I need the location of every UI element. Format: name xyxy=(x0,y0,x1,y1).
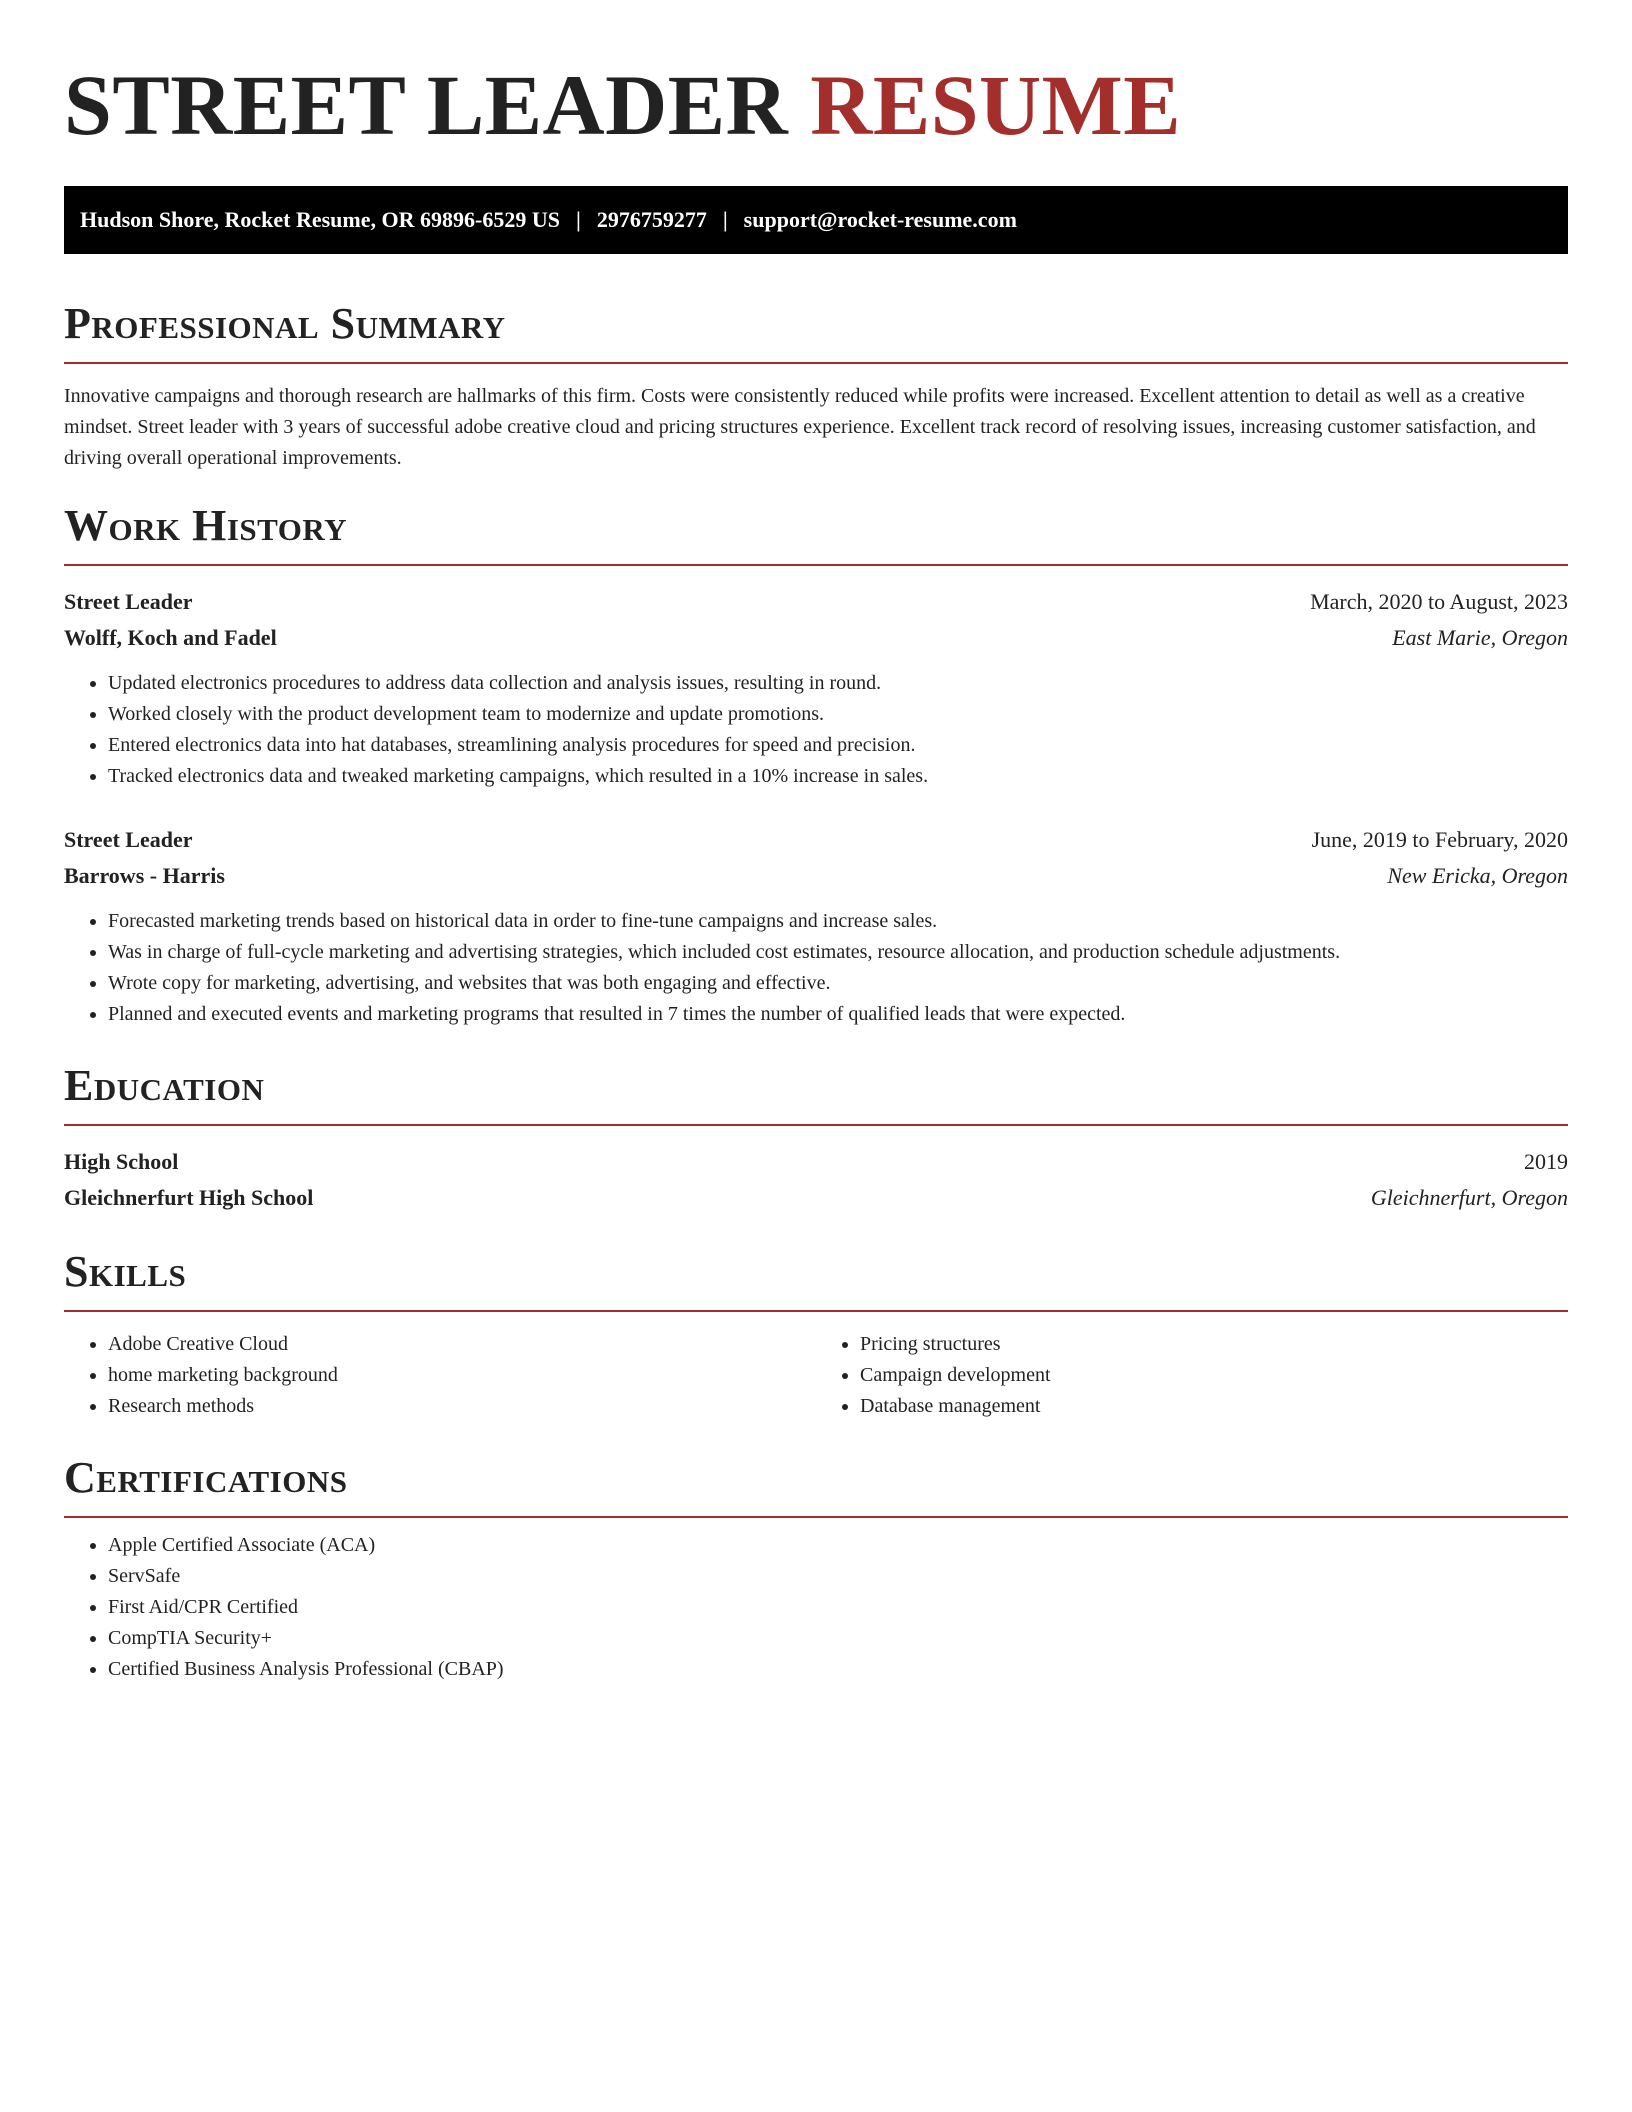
contact-bar xyxy=(64,186,1568,254)
certification-item: • Certified Business Analysis Professional (CBAP) xyxy=(108,1654,1568,1685)
skill-item: • Pricing structures xyxy=(860,1329,1568,1360)
skill-item: • Campaign development xyxy=(860,1360,1568,1391)
contact-phone: 2976759277 xyxy=(596,207,707,232)
certification-item: • Apple Certified Associate (ACA) xyxy=(108,1530,1568,1561)
contact-separator: | xyxy=(722,207,728,232)
title-main: STREET LEADER xyxy=(64,57,811,153)
certification-item: • First Aid/CPR Certified xyxy=(108,1592,1568,1623)
resume-title xyxy=(64,54,1568,156)
job-company-row xyxy=(64,858,1568,894)
job-dates: March, 2020 to August, 2023 xyxy=(1310,589,1568,614)
summary-heading: Professional Summary xyxy=(64,296,1568,364)
contact-separator: | xyxy=(575,207,581,232)
contact-email: support@rocket-resume.com xyxy=(743,207,1017,232)
summary-text: Innovative campaigns and thorough research are hallmarks of this firm. Costs were consistently reduced while profits were increased. Excellent attention to detail as well as a creative mindset. Street leader with 3 years of successful adobe creative cloud and pricing structures experience. Excellent track record of resolving issues, increasing customer satisfaction, and driving overall operational improvements. xyxy=(64,385,1536,469)
job-bullet: • Forecasted marketing trends based on historical data in order to fine-tune campaigns and increase sales. xyxy=(108,906,1568,937)
skills-list-left xyxy=(64,1329,816,1422)
job-bullet: • Wrote copy for marketing, advertising, and websites that was both engaging and effective. xyxy=(108,968,1568,999)
certification-item: • CompTIA Security+ xyxy=(108,1623,1568,1654)
skill-item: • Research methods xyxy=(108,1391,816,1422)
job-bullet: • Updated electronics procedures to address data collection and analysis issues, resulting in round. xyxy=(108,668,1568,699)
job-bullet: • Tracked electronics data and tweaked marketing campaigns, which resulted in a 10% increase in sales. xyxy=(108,761,1568,792)
job-company: Barrows - Harris xyxy=(64,863,225,888)
title-accent: RESUME xyxy=(810,57,1182,153)
job-bullet-list xyxy=(64,668,1568,792)
skills-grid xyxy=(64,1329,1568,1422)
skills-heading: Skills xyxy=(64,1244,1568,1312)
certifications-heading: Certifications xyxy=(64,1450,1568,1518)
job-entry xyxy=(64,822,1568,1030)
job-title-row xyxy=(64,822,1568,858)
job-location: New Ericka, Oregon xyxy=(1387,863,1568,888)
job-title: Street Leader xyxy=(64,827,193,852)
job-bullet: • Was in charge of full-cycle marketing and advertising strategies, which included cost estimates, resource allocation, and production schedule adjustments. xyxy=(108,937,1568,968)
job-bullet: • Worked closely with the product development team to modernize and update promotions. xyxy=(108,699,1568,730)
job-company-row xyxy=(64,620,1568,656)
job-bullet-list xyxy=(64,906,1568,1030)
education-year: 2019 xyxy=(1524,1149,1568,1174)
education-entry xyxy=(64,1144,1568,1216)
skill-item: • Database management xyxy=(860,1391,1568,1422)
skill-item: • home marketing background xyxy=(108,1360,816,1391)
contact-address: Hudson Shore, Rocket Resume, OR 69896-6529 US xyxy=(80,207,560,232)
job-title: Street Leader xyxy=(64,589,193,614)
work-history-heading: Work History xyxy=(64,498,1568,566)
education-location: Gleichnerfurt, Oregon xyxy=(1370,1185,1568,1210)
job-entry xyxy=(64,584,1568,792)
certifications-list xyxy=(64,1530,1568,1685)
job-title-row xyxy=(64,584,1568,620)
education-degree: High School xyxy=(64,1149,179,1174)
education-degree-row xyxy=(64,1144,1568,1180)
education-school: Gleichnerfurt High School xyxy=(64,1185,314,1210)
job-bullet: • Entered electronics data into hat databases, streamlining analysis procedures for speed and precision. xyxy=(108,730,1568,761)
job-bullet: • Planned and executed events and marketing programs that resulted in 7 times the number of qualified leads that were expected. xyxy=(108,999,1568,1030)
education-heading: Education xyxy=(64,1058,1568,1126)
job-company: Wolff, Koch and Fadel xyxy=(64,625,277,650)
job-location: East Marie, Oregon xyxy=(1392,625,1568,650)
certification-item: • ServSafe xyxy=(108,1561,1568,1592)
education-school-row xyxy=(64,1180,1568,1216)
skills-list-right xyxy=(816,1329,1568,1422)
job-dates: June, 2019 to February, 2020 xyxy=(1311,827,1568,852)
skill-item: • Adobe Creative Cloud xyxy=(108,1329,816,1360)
